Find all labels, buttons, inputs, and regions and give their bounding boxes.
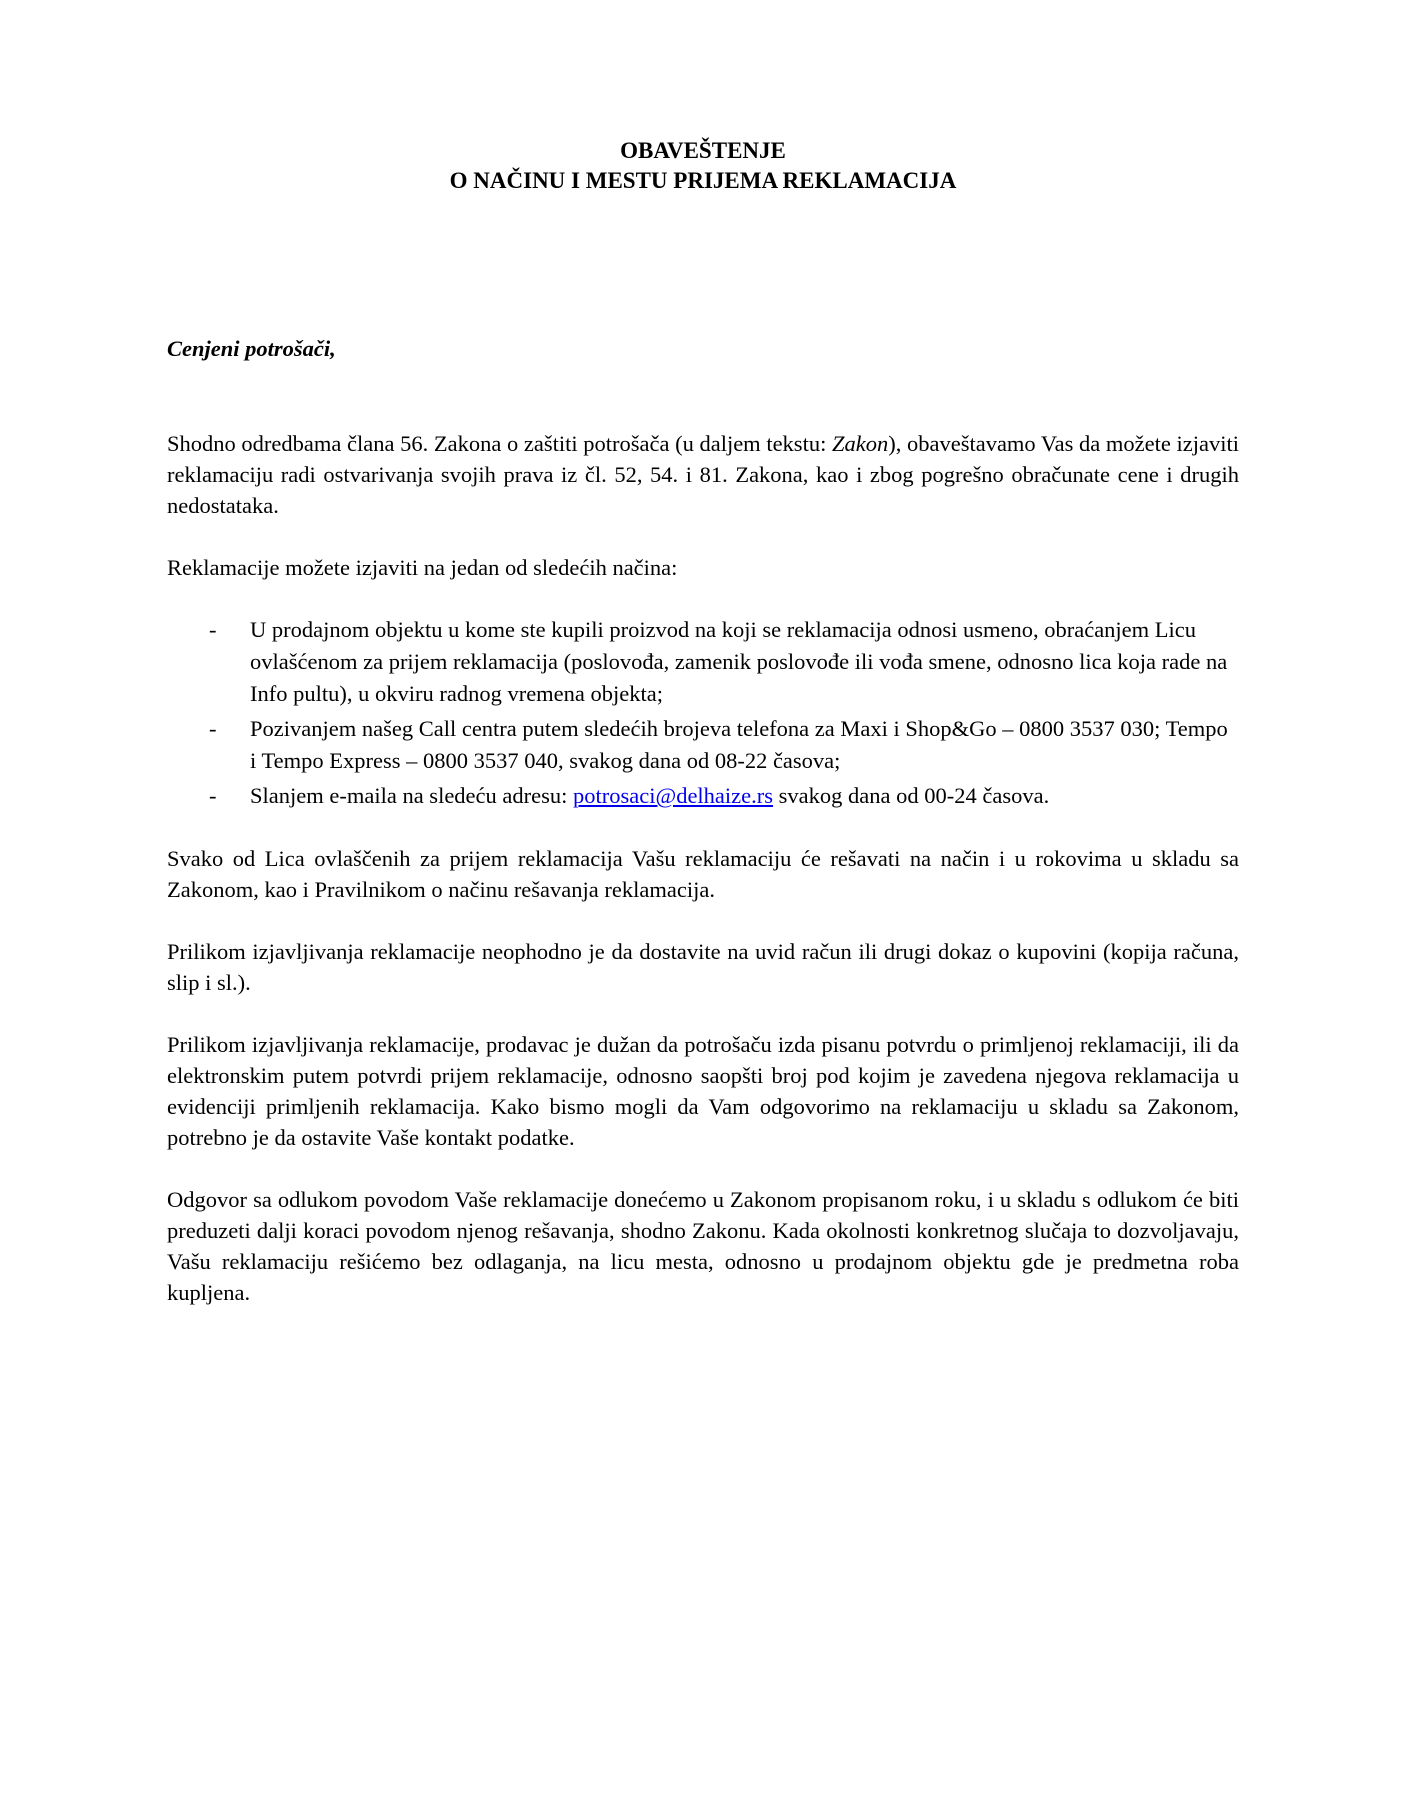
bullet-dash: - xyxy=(209,617,217,642)
salutation: Cenjeni potrošači, xyxy=(167,336,336,361)
list-item-call-center xyxy=(167,713,1239,777)
email-link[interactable]: potrosaci@delhaize.rs xyxy=(573,783,774,808)
intro-paragraph-part1: Shodno odredbama člana 56. Zakona o zaštiti potrošača (u daljem tekstu: xyxy=(167,431,832,456)
intro-paragraph-part2: ), obaveštavamo Vas da možete izjaviti reklamaciju radi ostvarivanja svojih prava iz čl. 52, 54. i 81. Zakona, kao i zbog pogrešno obračunate cene i drugih nedostataka. xyxy=(167,431,1240,518)
list-item-email-part1: Slanjem e-maila na sledeću adresu: xyxy=(250,783,573,808)
list-item-store-text: U prodajnom objektu u kome ste kupili proizvod na koji se reklamacija odnosi usmeno, obraćanjem Licu ovlašćenom za prijem reklamacija (poslovođa, zamenik poslovođe ili vođa smene, odnosno lica koja rade na Info pultu), u okviru radnog vremena objekta; xyxy=(250,617,1228,706)
bullet-dash: - xyxy=(209,783,217,808)
paragraph-prilikom-2: Prilikom izjavljivanja reklamacije, prodavac je dužan da potrošaču izda pisanu potvrdu o primljenoj reklamaciji, ili da elektronskim putem potvrdi prijem reklamacije, odnosno saopšti broj pod kojim je zavedena njegova reklamacija u evidenciji primljenih reklamacija. Kako bismo mogli da Vam odgovorimo na reklamaciju u skladu sa Zakonom, potrebno je da ostavite Vaše kontakt podatke. xyxy=(167,1032,1239,1150)
list-item-email xyxy=(167,780,1239,812)
document-title-line2: O NAČINU I MESTU PRIJEMA REKLAMACIJA xyxy=(449,168,957,193)
list-item-call-center-text: Pozivanjem našeg Call centra putem sledećih brojeva telefona za Maxi i Shop&Go – 0800 3537 030; Tempo i Tempo Express – 0800 3537 040, svakog dana od 08-22 časova; xyxy=(250,716,1228,773)
paragraph-svako: Svako od Lica ovlaščenih za prijem reklamacija Vašu reklamaciju će rešavati na način i u rokovima u skladu sa Zakonom, kao i Pravilnikom o načinu rešavanja reklamacija. xyxy=(167,846,1239,902)
intro-paragraph-italic-word: Zakon xyxy=(831,431,889,456)
document-title xyxy=(167,136,1239,196)
paragraph-odgovor: Odgovor sa odlukom povodom Vaše reklamacije donećemo u Zakonom propisanom roku, i u skladu s odlukom će biti preduzeti dalji koraci povodom njenog rešavanja, shodno Zakonu. Kada okolnosti konkretnog slučaja to dozvoljavaju, Vašu reklamaciju rešićemo bez odlaganja, na licu mesta, odnosno u prodajnom objektu gde je predmetna roba kupljena. xyxy=(167,1187,1239,1305)
paragraph-prilikom-1: Prilikom izjavljivanja reklamacije neophodno je da dostavite na uvid račun ili drugi dokaz o kupovini (kopija računa, slip i sl.). xyxy=(167,939,1239,995)
intro-paragraph xyxy=(167,428,1239,521)
list-item-store xyxy=(167,614,1239,710)
bullet-dash: - xyxy=(209,716,217,741)
complaint-methods-list xyxy=(167,614,1239,812)
list-intro: Reklamacije možete izjaviti na jedan od sledećih načina: xyxy=(167,555,678,580)
document-title-line1: OBAVEŠTENJE xyxy=(620,138,786,163)
list-item-email-part2: svakog dana od 00-24 časova. xyxy=(773,783,1050,808)
